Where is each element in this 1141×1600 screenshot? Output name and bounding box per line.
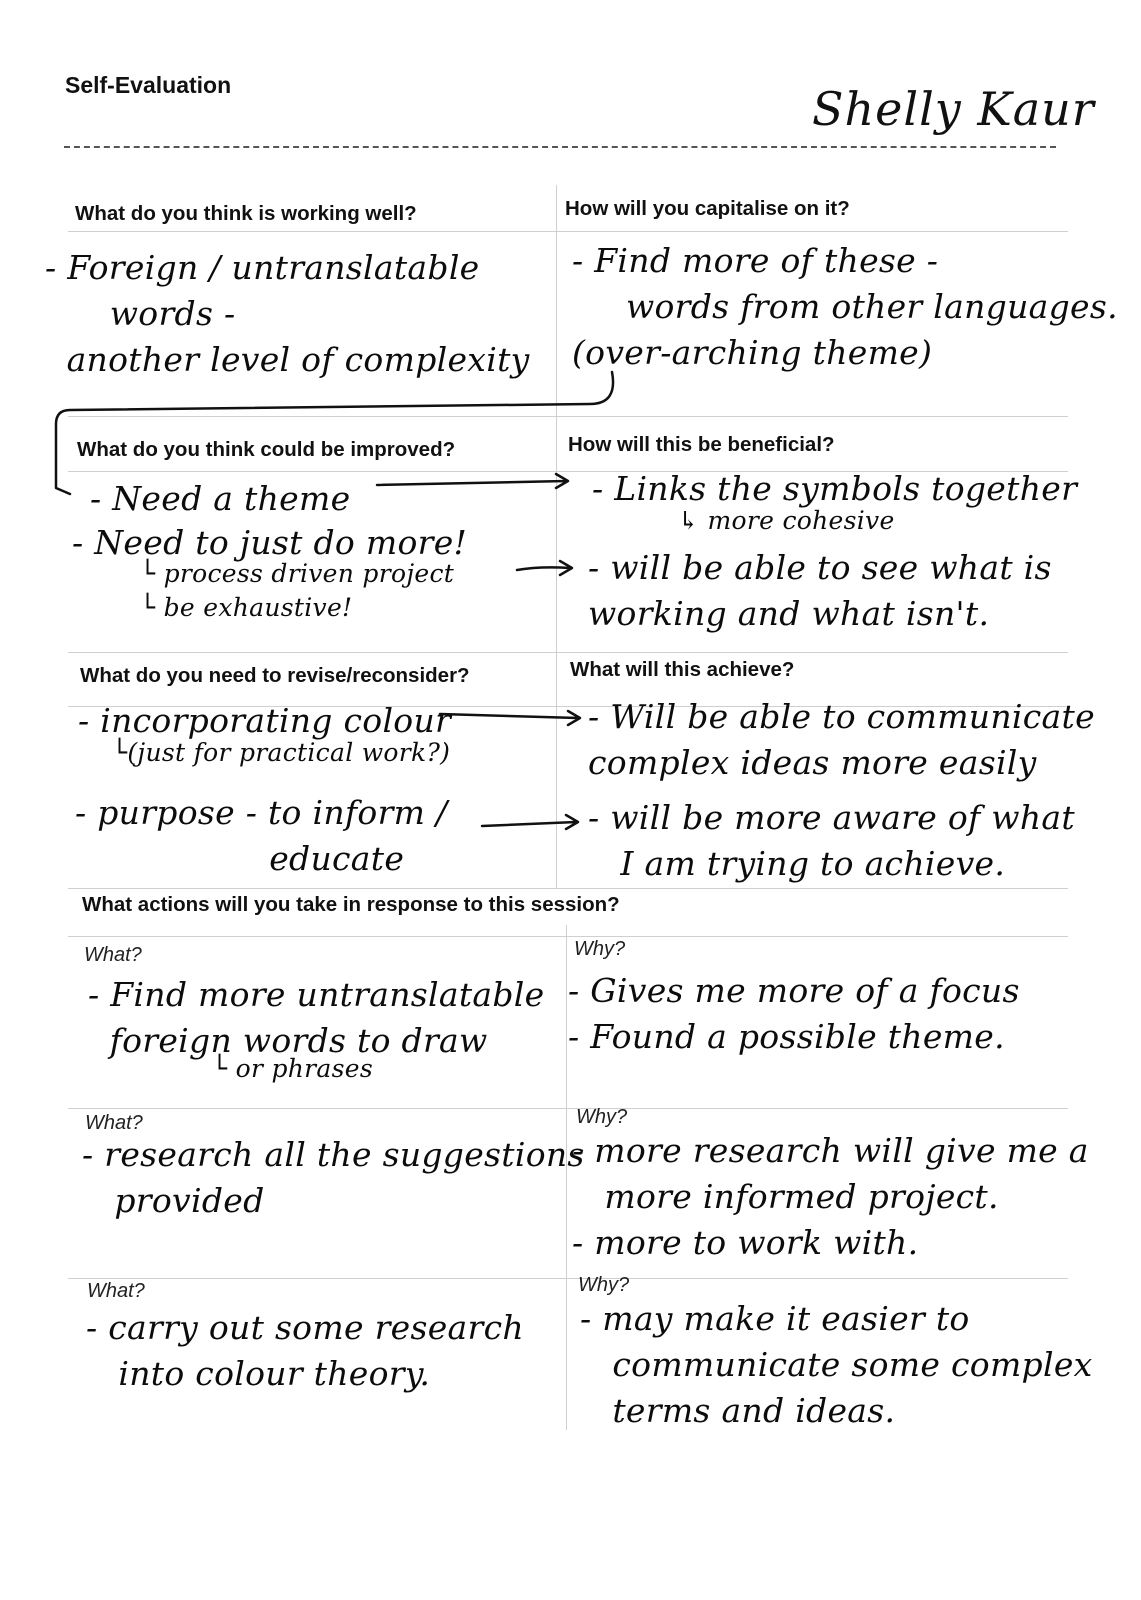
row-divider: [68, 652, 1068, 653]
signature: Shelly Kaur: [812, 82, 1095, 136]
action-why-2: - more research will give me a more informed project. - more to work with.: [572, 1131, 1089, 1262]
question-achieve: What will this achieve?: [570, 658, 795, 681]
answer-communicate: - Will be able to communicate complex ideas more easily: [588, 697, 1095, 782]
row-divider: [68, 416, 1068, 417]
what-label: What?: [85, 1112, 143, 1134]
question-beneficial: How will this be beneficial?: [568, 433, 835, 456]
action-why-1: - Gives me more of a focus - Found a possible theme.: [568, 971, 1020, 1056]
answer-do-more: - Need to just do more!: [72, 523, 468, 562]
row-divider: [68, 231, 1068, 232]
column-divider-upper: [556, 185, 557, 888]
answer-see-what-works: - will be able to see what is working and what isn't.: [588, 548, 1052, 633]
row-divider: [68, 936, 1068, 937]
answer-colour: - incorporating colour: [78, 701, 452, 740]
what-label: What?: [84, 944, 142, 966]
why-label: Why?: [574, 938, 626, 960]
action-what-1: - Find more untranslatable foreign words to draw: [88, 975, 545, 1060]
question-capitalise: How will you capitalise on it?: [565, 197, 850, 220]
action-why-3: - may make it easier to communicate some complex terms and ideas.: [580, 1299, 1093, 1430]
answer-working-well: - Foreign / untranslatable words - another level of complexity: [45, 248, 530, 379]
action-what-2: - research all the suggestions provided: [82, 1135, 585, 1220]
header-divider: [64, 146, 1056, 148]
answer-links-symbols: - Links the symbols together: [592, 469, 1078, 508]
why-label: Why?: [578, 1274, 630, 1296]
arrow-connector: [517, 561, 572, 575]
question-working-well: What do you think is working well?: [75, 202, 417, 225]
question-improved: What do you think could be improved?: [77, 438, 456, 461]
answer-practical-work: └(just for practical work?): [112, 738, 451, 767]
arrow-connector: [377, 474, 568, 488]
what-label: What?: [87, 1280, 145, 1302]
answer-exhaustive: └ be exhaustive!: [140, 593, 353, 622]
answer-process-driven: └ process driven project: [140, 559, 455, 588]
why-label: Why?: [576, 1106, 628, 1128]
answer-more-cohesive: ↳ more cohesive: [678, 506, 895, 535]
question-revise: What do you need to revise/reconsider?: [80, 664, 470, 687]
action-what-1-note: └ or phrases: [212, 1054, 373, 1083]
arrow-connector: [482, 815, 578, 829]
row-divider: [68, 1108, 1068, 1109]
answer-aware: - will be more aware of what I am trying to achieve.: [588, 798, 1075, 883]
answer-capitalise: - Find more of these - words from other languages. (over-arching theme): [572, 241, 1118, 372]
answer-purpose: - purpose - to inform / educate: [75, 793, 448, 878]
answer-need-theme: - Need a theme: [90, 479, 351, 518]
page-title: Self-Evaluation: [65, 72, 232, 98]
arrow-connector: [440, 711, 580, 725]
row-divider: [68, 888, 1068, 889]
action-what-3: - carry out some research into colour theory.: [86, 1308, 524, 1393]
row-divider: [68, 1278, 1068, 1279]
actions-heading: What actions will you take in response to this session?: [82, 893, 620, 916]
